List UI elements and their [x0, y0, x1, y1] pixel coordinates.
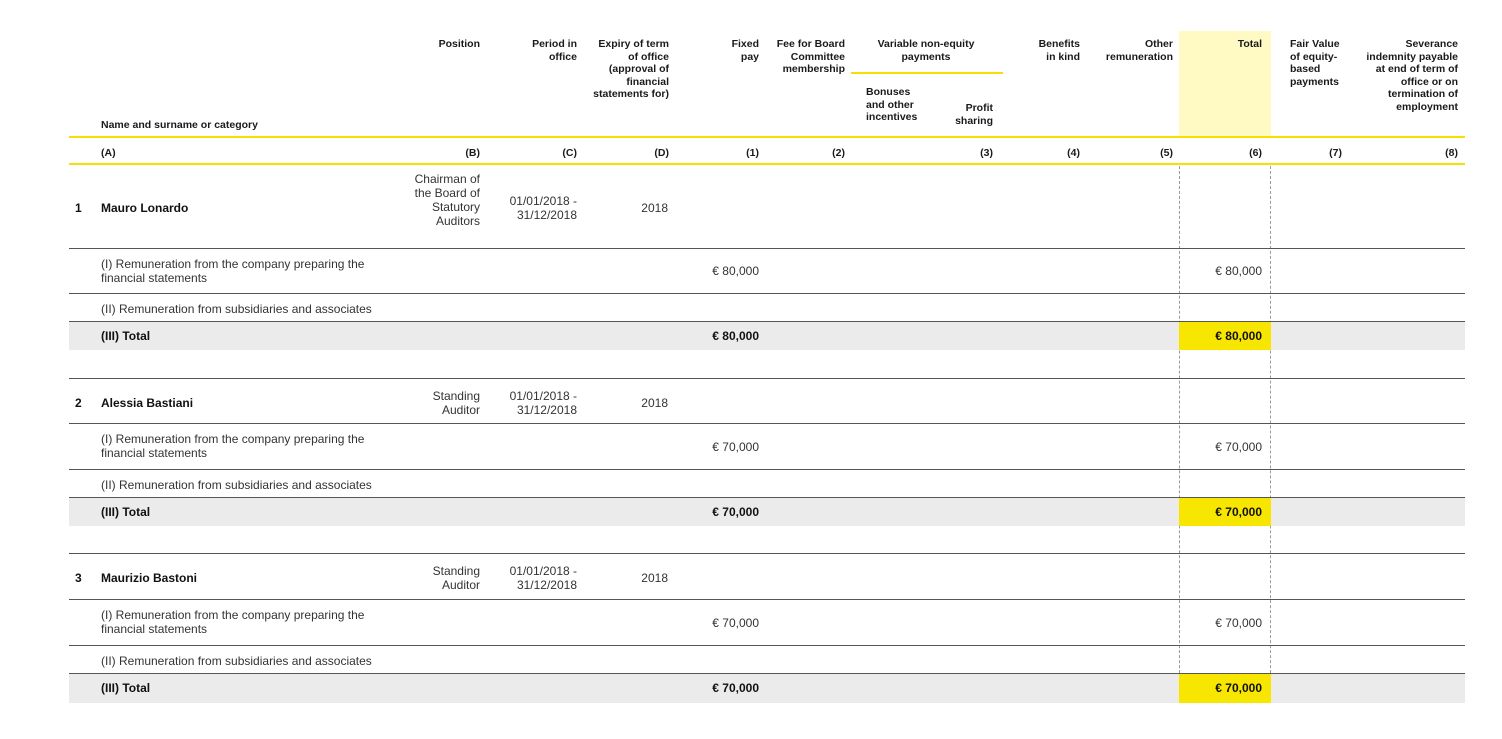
remuneration-subsidiaries-label: (II) Remuneration from subsidiaries and associates: [101, 654, 372, 668]
position-value: Standing Auditor: [432, 389, 480, 417]
expiry-value: 2018: [641, 396, 668, 410]
remuneration-subsidiaries-label: (II) Remuneration from subsidiaries and associates: [101, 302, 372, 316]
header-position: Position: [438, 38, 480, 50]
header-expiry: Expiry of term of office (approval of financial statements for): [593, 38, 669, 100]
header-variable: Variable non-equity payments: [877, 38, 975, 63]
row-number: 1: [75, 201, 82, 215]
code-d: (D): [654, 147, 669, 159]
header-total: Total: [1237, 38, 1262, 50]
header-fair-value: Fair Value of equity-based payments: [1290, 38, 1340, 88]
header-name: Name and surname or category: [101, 119, 258, 131]
fixed-pay-value: € 80,000: [712, 264, 759, 278]
row-rule: [69, 293, 1465, 294]
fixed-pay-value: € 70,000: [712, 616, 759, 630]
total-value: € 70,000: [1215, 440, 1262, 454]
row-rule: [69, 645, 1465, 646]
person-name: Maurizio Bastoni: [101, 571, 198, 585]
variable-underline: [851, 72, 1003, 74]
grand-total: € 80,000: [1215, 329, 1262, 343]
total-right-dotted: [1270, 166, 1271, 703]
remuneration-company-label: (I) Remuneration from the company preparing the financial statements: [101, 608, 365, 636]
total-fixed-pay: € 70,000: [712, 505, 759, 519]
code-c: (C): [562, 147, 577, 159]
code-2: (2): [832, 147, 845, 159]
total-value: € 70,000: [1215, 616, 1262, 630]
period-value: 01/01/2018 - 31/12/2018: [509, 564, 577, 592]
grand-total: € 70,000: [1215, 681, 1262, 695]
total-left-dotted: [1179, 166, 1180, 703]
section-rule: [69, 378, 1465, 379]
period-value: 01/01/2018 - 31/12/2018: [509, 194, 577, 222]
grand-total: € 70,000: [1215, 505, 1262, 519]
remuneration-company-label: (I) Remuneration from the company preparing the financial statements: [101, 432, 365, 460]
fixed-pay-value: € 70,000: [712, 440, 759, 454]
row-rule: [69, 248, 1465, 249]
header-profit: Profit sharing: [955, 102, 993, 127]
code-7: (7): [1329, 147, 1342, 159]
code-b: (B): [465, 147, 480, 159]
expiry-value: 2018: [641, 571, 668, 585]
code-8: (8): [1445, 147, 1458, 159]
row-number: 3: [75, 571, 82, 585]
header-fee: Fee for Board Committee membership: [776, 38, 845, 75]
row-number: 2: [75, 396, 82, 410]
code-a: (A): [101, 147, 116, 159]
person-name: Mauro Lonardo: [101, 201, 189, 215]
header-period: Period in office: [532, 38, 577, 63]
header-benefits: Benefits in kind: [1038, 38, 1080, 63]
code-4: (4): [1067, 147, 1080, 159]
expiry-value: 2018: [641, 201, 668, 215]
total-fixed-pay: € 70,000: [712, 681, 759, 695]
total-fixed-pay: € 80,000: [712, 329, 759, 343]
remuneration-subsidiaries-label: (II) Remuneration from subsidiaries and associates: [101, 478, 372, 492]
code-6: (6): [1249, 147, 1262, 159]
code-5: (5): [1160, 147, 1173, 159]
total-row-label: (III) Total: [101, 681, 151, 695]
remuneration-company-label: (I) Remuneration from the company preparing the financial statements: [101, 257, 365, 285]
row-rule: [69, 599, 1465, 600]
code-1: (1): [746, 147, 759, 159]
header-bonuses: Bonuses and other incentives: [866, 86, 918, 123]
section-rule: [69, 553, 1465, 554]
position-value: Chairman of the Board of Statutory Auditors: [414, 172, 480, 228]
header-fixed-pay: Fixed pay: [731, 38, 759, 63]
period-value: 01/01/2018 - 31/12/2018: [509, 389, 577, 417]
total-row-label: (III) Total: [101, 505, 151, 519]
code-3: (3): [980, 147, 993, 159]
row-rule: [69, 423, 1465, 424]
header-severance: Severance indemnity payable at end of term of office or on termination of employment: [1366, 38, 1458, 113]
header-rule-bottom: [69, 163, 1465, 165]
person-name: Alessia Bastiani: [101, 396, 194, 410]
header-rule-top: [69, 136, 1465, 138]
total-value: € 80,000: [1215, 264, 1262, 278]
position-value: Standing Auditor: [432, 564, 480, 592]
header-other: Other remuneration: [1105, 38, 1173, 63]
total-row-label: (III) Total: [101, 329, 151, 343]
row-rule: [69, 469, 1465, 470]
